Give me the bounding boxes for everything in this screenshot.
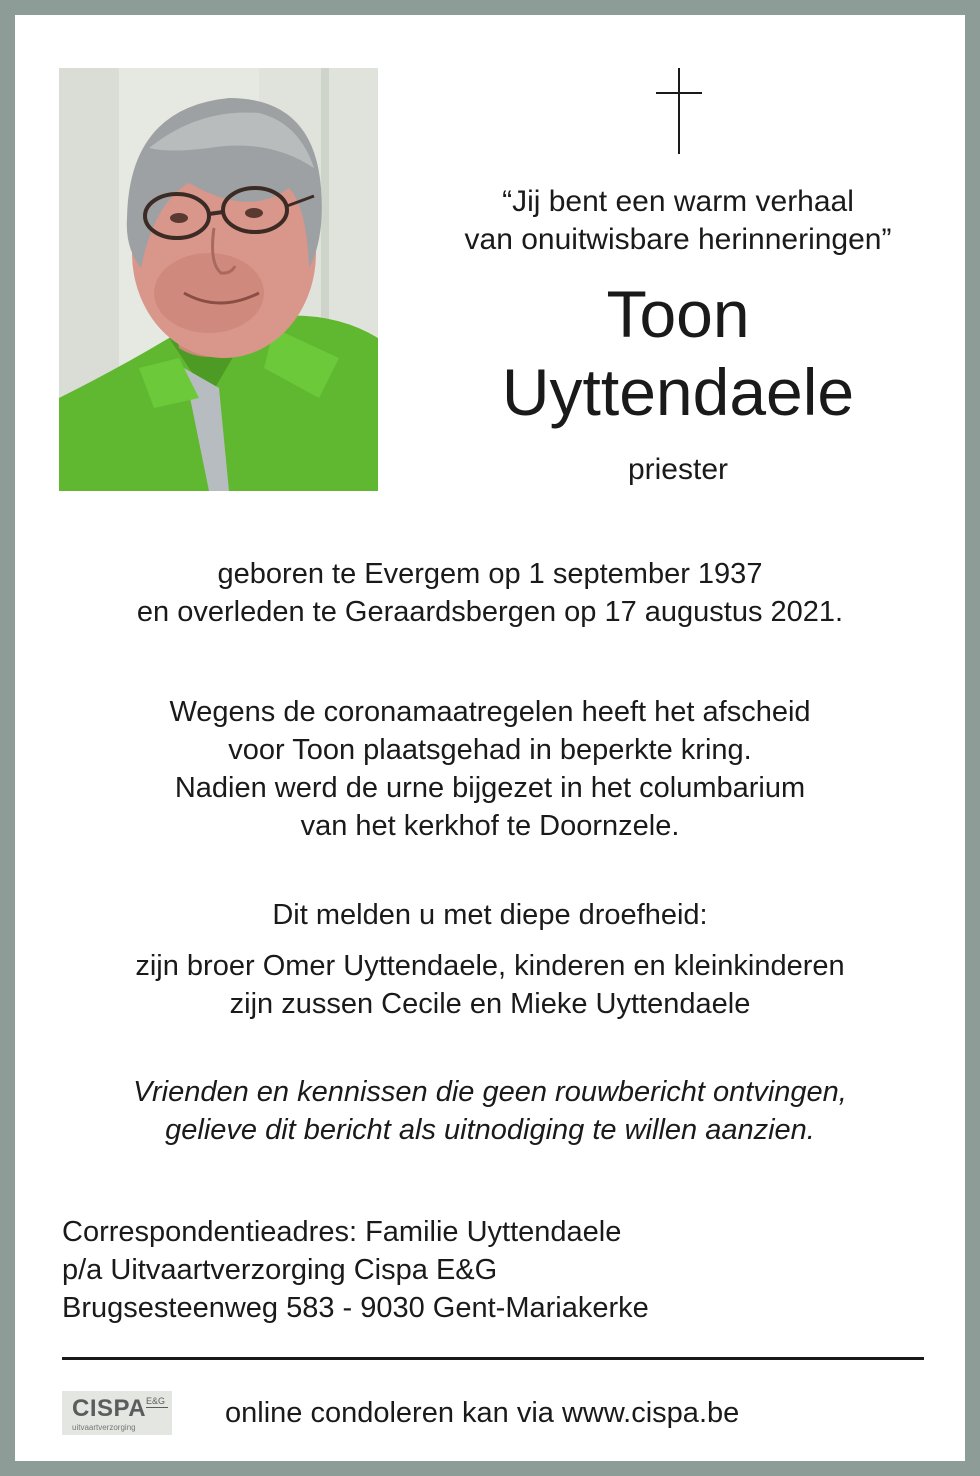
ceremony-block	[30, 693, 950, 845]
ceremony-line-3: Nadien werd de urne bijgezet in het columbarium	[174, 772, 806, 804]
cispa-logo	[62, 1391, 172, 1435]
quote	[420, 183, 936, 259]
correspondence-address	[62, 1213, 649, 1327]
portrait-photo	[59, 68, 378, 491]
cross-icon	[656, 68, 702, 156]
deceased-last-name: Uyttendaele	[501, 355, 855, 429]
logo-underline	[146, 1407, 168, 1408]
ceremony-line-1: Wegens de coronamaatregelen heeft het afscheid	[169, 696, 811, 728]
invitation-line-2: gelieve dit bericht als uitnodiging te willen aanzien.	[165, 1114, 815, 1146]
quote-line-2: van onuitwisbare herinneringen”	[464, 223, 892, 256]
invitation-block	[30, 1073, 950, 1149]
address-line-3: Brugsesteenweg 583 - 9030 Gent-Mariakerke	[62, 1292, 649, 1324]
logo-suffix: E&G	[146, 1396, 166, 1406]
birth-line: geboren te Evergem op 1 september 1937	[217, 558, 763, 590]
deceased-first-name: Toon	[606, 277, 750, 351]
family-block	[30, 947, 950, 1023]
logo-subtitle: uitvaartverzorging	[72, 1423, 136, 1432]
family-line-1: zijn broer Omer Uyttendaele, kinderen en kleinkinderen	[135, 950, 845, 982]
ceremony-line-2: voor Toon plaatsgehad in beperkte kring.	[228, 734, 752, 766]
deceased-role: priester	[627, 453, 729, 486]
footer-divider	[62, 1357, 924, 1360]
online-condolence-link[interactable]: online condoleren kan via www.cispa.be	[225, 1397, 740, 1429]
death-line: en overleden te Geraardsbergen op 17 augustus 2021.	[136, 596, 844, 628]
invitation-line-1: Vrienden en kennissen die geen rouwbericht ontvingen,	[133, 1076, 847, 1108]
birth-death-block	[30, 555, 950, 631]
ceremony-line-4: van het kerkhof te Doornzele.	[300, 810, 680, 842]
family-line-2: zijn zussen Cecile en Mieke Uyttendaele	[229, 988, 751, 1020]
address-line-2: p/a Uitvaartverzorging Cispa E&G	[62, 1254, 498, 1286]
portrait-illustration	[59, 68, 378, 491]
quote-line-1: “Jij bent een warm verhaal	[502, 185, 854, 218]
announcement-text: Dit melden u met diepe droefheid:	[272, 899, 708, 931]
logo-brand: CISPA	[72, 1395, 147, 1422]
address-line-1: Correspondentieadres: Familie Uyttendaele	[62, 1216, 622, 1248]
